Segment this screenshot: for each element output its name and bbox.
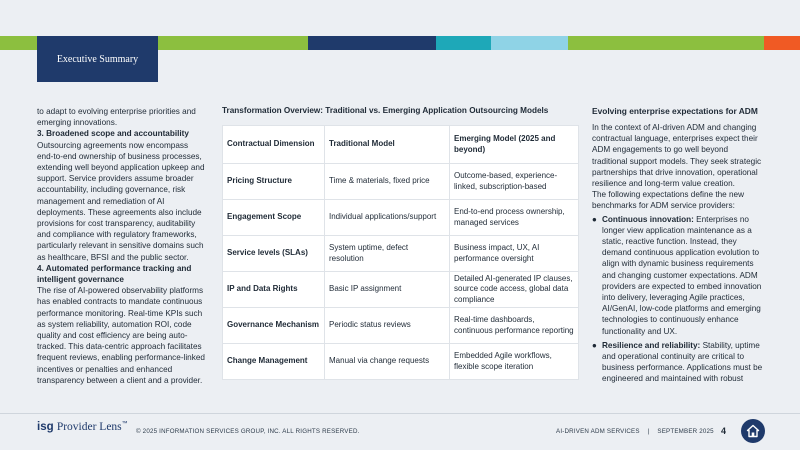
table-cell-emerging: Real-time dashboards, continuous performance reporting (450, 308, 579, 344)
bullet-title: Continuous innovation: (602, 214, 694, 224)
table-cell-traditional: System uptime, defect resolution (325, 236, 450, 272)
table-header-row (223, 126, 579, 164)
right-heading: Evolving enterprise expectations for ADM (592, 106, 758, 116)
right-para-2: The following expectations define the new benchmarks for ADM service providers: (592, 190, 745, 211)
logo-mark: isg (37, 421, 54, 433)
table-cell-emerging: Business impact, UX, AI performance oversight (450, 236, 579, 272)
expectations-list (592, 214, 764, 385)
list-item (592, 340, 764, 385)
table-cell-dimension: Governance Mechanism (223, 308, 325, 344)
table-cell-dimension: Pricing Structure (223, 164, 325, 200)
stripe-navy (308, 36, 436, 50)
table-header: Traditional Model (325, 126, 450, 164)
section4-body: The rise of AI-powered observability platforms has enabled contracts to mandate continuous performance monitoring. Real-time KPIs such as system reliability, automation ROI, code quality and cost efficiency are being auto-tracked. This data-centric approach facilitates frequent reviews, enabling performance-linked incentives or penalties and enhanced transparency between a client and a provider. (37, 286, 205, 385)
table-title: Transformation Overview: Traditional vs. Emerging Application Outsourcing Models (222, 106, 549, 115)
report-info (556, 428, 714, 435)
table-cell-dimension: Service levels (SLAs) (223, 236, 325, 272)
table-cell-emerging: Detailed AI-generated IP clauses, source code access, global data compliance (450, 272, 579, 308)
right-para-1: In the context of AI-driven ADM and changing contractual language, enterprises expect their ADM engagements to go well beyond traditional support models. They seek strategic partnerships that drive innovation, operational resilience and long-term value creation. (592, 123, 762, 189)
report-date: SEPTEMBER 2025 (657, 428, 714, 435)
copyright-text: © 2025 INFORMATION SERVICES GROUP, INC. ALL RIGHTS RESERVED. (136, 428, 360, 435)
stripe-light-blue (491, 36, 568, 50)
table-cell-traditional: Basic IP assignment (325, 272, 450, 308)
report-name: AI-DRIVEN ADM SERVICES (556, 428, 640, 435)
logo-tm: ™ (121, 421, 128, 428)
table-cell-traditional: Periodic status reviews (325, 308, 450, 344)
table-cell-dimension: Change Management (223, 344, 325, 380)
table-row (223, 164, 579, 200)
bullet-title: Resilience and reliability: (602, 340, 701, 350)
table-cell-dimension: IP and Data Rights (223, 272, 325, 308)
table-cell-emerging: End-to-end process ownership, managed services (450, 200, 579, 236)
table-cell-emerging: Outcome-based, experience-linked, subscription-based (450, 164, 579, 200)
bullet-icon: ● (592, 340, 597, 350)
table-row (223, 272, 579, 308)
home-button[interactable] (741, 419, 765, 443)
table-cell-traditional: Manual via change requests (325, 344, 450, 380)
stripe-orange (764, 36, 800, 50)
table-row (223, 308, 579, 344)
section3-heading: 3. Broadened scope and accountability (37, 129, 189, 139)
section-tab[interactable] (37, 36, 158, 82)
stripe-teal (436, 36, 491, 50)
section4-heading: 4. Automated performance tracking and intelligent governance (37, 263, 192, 285)
table-cell-dimension: Engagement Scope (223, 200, 325, 236)
footer-divider (0, 413, 800, 414)
table-cell-traditional: Individual applications/support (325, 200, 450, 236)
right-column (592, 106, 764, 388)
footer-separator: | (647, 428, 650, 435)
table-header: Emerging Model (2025 and beyond) (450, 126, 579, 164)
bullet-icon: ● (592, 214, 597, 224)
bullet-text: Stability, uptime and operational continuity are critical to business performance. Applications must be engineered and maintained with robust (602, 340, 763, 384)
section-tab-label: Executive Summary (56, 53, 139, 65)
table-header: Contractual Dimension (223, 126, 325, 164)
logo-text: Provider Lens (56, 421, 122, 433)
stripe-green-2 (568, 36, 764, 50)
page-number: 4 (721, 426, 727, 436)
table-row (223, 236, 579, 272)
comparison-table (222, 125, 579, 380)
table-cell-traditional: Time & materials, fixed price (325, 164, 450, 200)
section3-body: Outsourcing agreements now encompass end-to-end ownership of business processes, extending well beyond application upkeep and support. Service providers assume broader accountability, including governance, risk management and remediation of AI deployments. These agreements also include provisions for cost transparency, auditability and compliance with regulatory frameworks, particularly relevant in sensitive domains such as healthcare, BFSI and the public sector. (37, 140, 205, 262)
list-item (592, 214, 764, 337)
home-icon (746, 424, 760, 438)
table-row (223, 200, 579, 236)
isg-provider-lens-logo[interactable] (37, 421, 128, 433)
table-cell-emerging: Embedded Agile workflows, flexible scope iteration (450, 344, 579, 380)
left-column (37, 106, 205, 386)
intro-text: to adapt to evolving enterprise priorities and emerging innovations. (37, 107, 196, 128)
bullet-text: Enterprises no longer view application maintenance as a static, reactive function. Instead, they demand continuous application evolution to align with dynamic business requirements and changing customer expectations. ADM providers are expected to embed innovation into delivery, leveraging Agile practices, AI/GenAI, low-code platforms and emerging technologies to continuously enhance functionality and UX. (602, 214, 762, 336)
table-row (223, 344, 579, 380)
